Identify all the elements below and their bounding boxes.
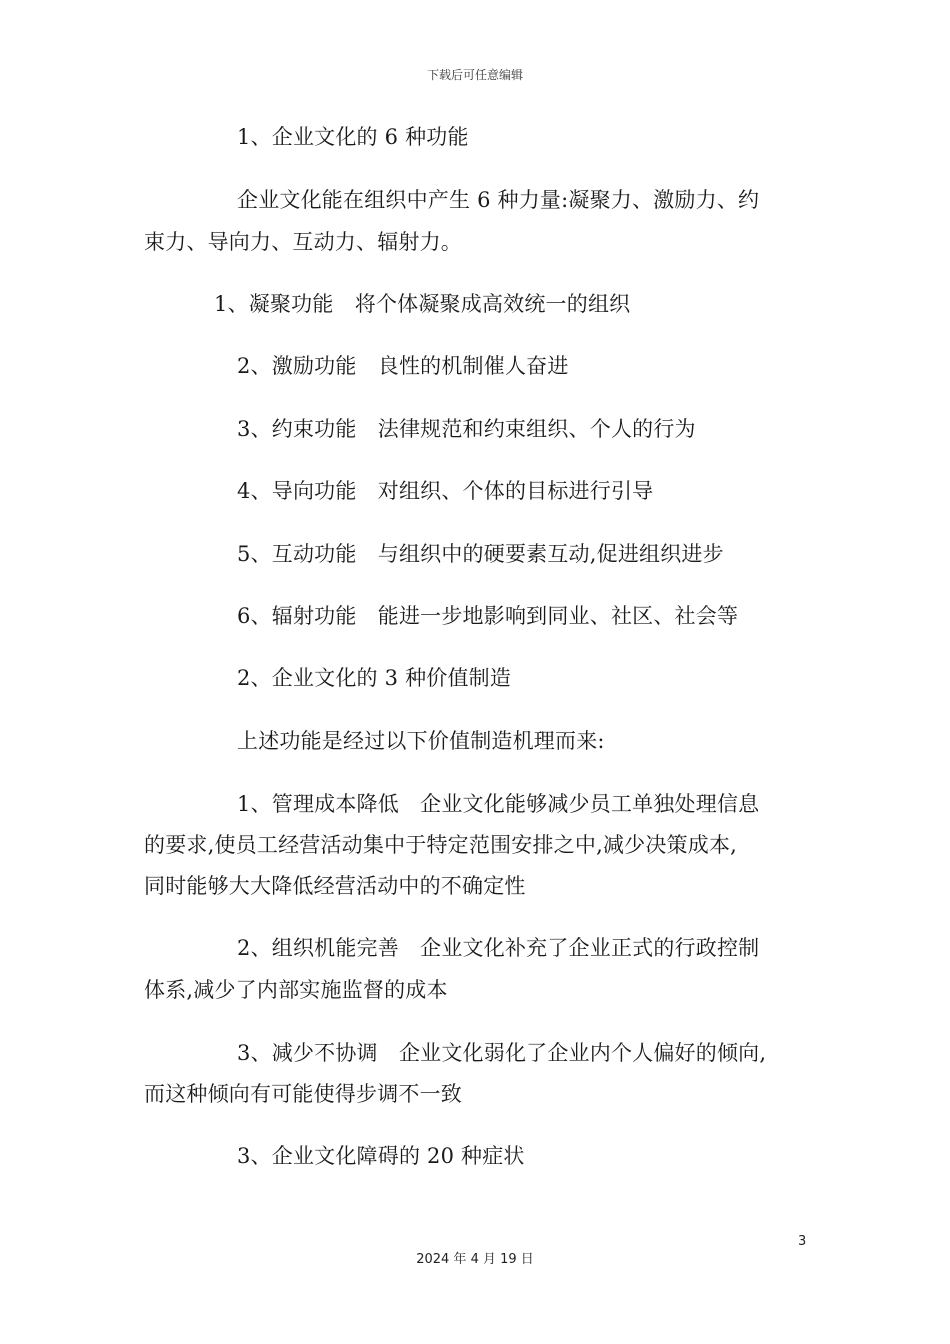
section-heading-functions: 1、企业文化的 6 种功能 [237,125,469,149]
section-heading-value: 2、企业文化的 3 种价值制造 [237,666,512,690]
paragraph-line: 束力、导向力、互动力、辐射力。 [144,230,462,254]
list-item-coordination: 3、减少不协调 企业文化弱化了企业内个人偏好的倾向, [237,1041,767,1065]
list-item-organization: 2、组织机能完善 企业文化补充了企业正式的行政控制 [237,936,760,960]
page-number: 3 [798,1234,807,1249]
paragraph-line: 的要求,使员工经营活动集中于特定范围安排之中,减少决策成本, [144,833,738,857]
list-item-cohesion: 1、凝聚功能 将个体凝聚成高效统一的组织 [214,292,631,316]
list-item-constraint: 3、约束功能 法律规范和约束组织、个人的行为 [237,417,696,441]
footer-date: 2024 年 4 月 19 日 [416,1252,534,1267]
paragraph-line: 体系,减少了内部实施监督的成本 [144,978,448,1002]
paragraph-line: 企业文化能在组织中产生 6 种力量:凝聚力、激励力、约 [237,188,760,212]
paragraph-line: 上述功能是经过以下价值制造机理而来: [237,729,605,753]
page-header: 下载后可任意编辑 [426,68,523,82]
list-item-radiation: 6、辐射功能 能进一步地影响到同业、社区、社会等 [237,604,739,628]
list-item-cost-reduction: 1、管理成本降低 企业文化能够减少员工单独处理信息 [237,792,760,816]
paragraph-line: 同时能够大大降低经营活动中的不确定性 [144,874,526,898]
section-heading-obstacles: 3、企业文化障碍的 20 种症状 [237,1144,525,1168]
paragraph-line: 而这种倾向有可能使得步调不一致 [144,1082,462,1106]
list-item-motivation: 2、激励功能 良性的机制催人奋进 [237,354,569,378]
list-item-guidance: 4、导向功能 对组织、个体的目标进行引导 [237,479,654,503]
list-item-interaction: 5、互动功能 与组织中的硬要素互动,促进组织进步 [237,542,724,566]
